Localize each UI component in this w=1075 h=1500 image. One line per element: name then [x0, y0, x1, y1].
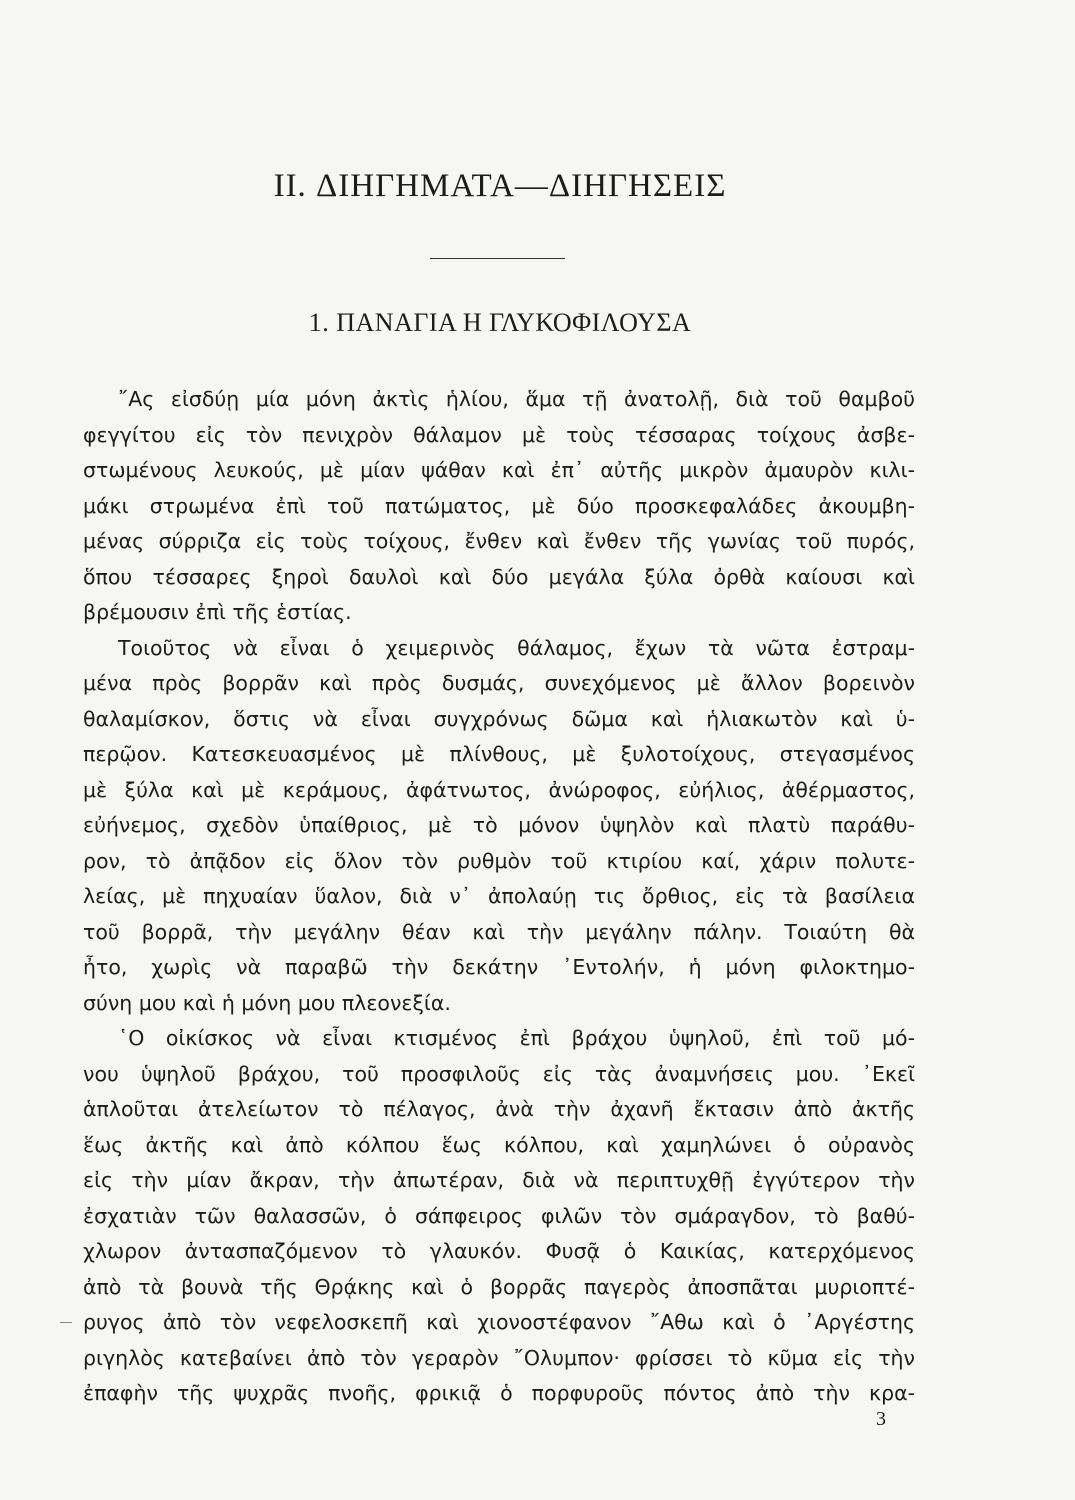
text-line: ὅπου τέσσαρες ξηροὶ δαυλοὶ καὶ δύο μεγάλα ξύλα ὀρθὰ καίουσι καὶ [83, 564, 915, 589]
text-line: ριγηλὸς κατεβαίνει ἀπὸ τὸν γεραρὸν ῎Ολυμπον· φρίσσει τὸ κῦμα εἰς τὴν [83, 1345, 915, 1370]
text-line: περῷον. Κατεσκευασμένος μὲ πλίνθους, μὲ ξυλοτοίχους, στεγασμένος [83, 742, 915, 766]
margin-mark [60, 1322, 72, 1323]
text-line: ρυγος ἀπὸ τὸν νεφελοσκεπῆ καὶ χιονοστέφανον ῎Αθω καὶ ὁ ᾿Αργέστης [83, 1310, 915, 1334]
text-line: ἐσχατιὰν τῶν θαλασσῶν, ὁ σάπφειρος φιλῶν τὸν σμάραγδον, τὸ βαθύ- [83, 1203, 915, 1228]
text-line: σύνη μου καὶ ἡ μόνη μου πλεονεξία. [83, 990, 451, 1015]
text-line: Τοιοῦτος νὰ εἶναι ὁ χειμερινὸς θάλαμος, ἔχων τὰ νῶτα ἐστραμ- [118, 635, 915, 660]
page-number: 3 [876, 1408, 886, 1430]
text-line: ῾Ο οἰκίσκος νὰ εἶναι κτισμένος ἐπὶ βράχου ὑψηλοῦ, ἐπὶ τοῦ μό- [118, 1026, 915, 1050]
text-line: λείας, μὲ πηχυαίαν ὕαλον, διὰ ν᾽ ἀπολαύῃ τις ὄρθιος, εἰς τὰ βασίλεια [83, 884, 915, 908]
text-line: μένα πρὸς βορρᾶν καὶ πρὸς δυσμάς, συνεχόμενος μὲ ἄλλον βορεινὸν [83, 671, 915, 695]
text-line: μὲ ξύλα καὶ μὲ κεράμους, ἀφάτνωτος, ἀνώροφος, εὐήλιος, ἀθέρμαστος, [83, 777, 915, 802]
text-line: ἦτο, χωρὶς νὰ παραβῶ τὴν δεκάτην ᾿Εντολήν, ἡ μόνη φιλοκτημο- [83, 955, 915, 979]
text-line: χλωρον ἀντασπαζόμενον τὸ γλαυκόν. Φυσᾷ ὁ Καικίας, κατερχόμενος [83, 1239, 915, 1263]
text-line: ῎Ας εἰσδύῃ μία μόνη ἀκτὶς ἡλίου, ἅμα τῇ ἀνατολῇ, διὰ τοῦ θαμβοῦ [118, 387, 915, 411]
text-line: ἀπὸ τὰ βουνὰ τῆς Θρᾴκης καὶ ὁ βορρᾶς παγερὸς ἀποσπᾶται μυριοπτέ- [83, 1274, 915, 1299]
text-line: ἁπλοῦται ἀτελείωτον τὸ πέλαγος, ἀνὰ τὴν ἀχανῆ ἔκτασιν ἀπὸ ἀκτῆς [83, 1097, 915, 1121]
text-line: εὐήνεμος, σχεδὸν ὑπαίθριος, μὲ τὸ μόνον ὑψηλὸν καὶ πλατὺ παράθυ- [83, 813, 915, 837]
chapter-title: 1. ΠΑΝΑΓΙΑ Η ΓΛΥΚΟΦΙΛΟΥΣΑ [308, 308, 692, 337]
text-line: βρέμουσιν ἐπὶ τῆς ἑστίας. [83, 600, 352, 624]
text-line: ἐπαφὴν τῆς ψυχρᾶς πνοῆς, φρικιᾷ ὁ πορφυροῦς πόντος ἀπὸ τὴν κρα- [83, 1381, 915, 1405]
text-line: ἕως ἀκτῆς καὶ ἀπὸ κόλπου ἕως κόλπου, καὶ χαμηλώνει ὁ οὐρανὸς [83, 1132, 915, 1157]
text-line: μένας σύρριζα εἰς τοὺς τοίχους, ἔνθεν καὶ ἔνθεν τῆς γωνίας τοῦ πυρός, [83, 529, 915, 553]
title-divider [430, 258, 565, 259]
text-line: φεγγίτου εἰς τὸν πενιχρὸν θάλαμον μὲ τοὺς τέσσαρας τοίχους ἀσβε- [83, 422, 915, 447]
text-line: ρον, τὸ ἀπᾷδον εἰς ὅλον τὸν ρυθμὸν τοῦ κτιρίου καί, χάριν πολυτε- [83, 848, 915, 873]
text-line: εἰς τὴν μίαν ἄκραν, τὴν ἀπωτέραν, διὰ νὰ περιπτυχθῇ ἐγγύτερον τὴν [83, 1168, 915, 1192]
text-line: στωμένους λευκούς, μὲ μίαν ψάθαν καὶ ἐπ᾽ αὐτῆς μικρὸν ἀμαυρὸν κιλι- [83, 458, 915, 482]
text-line: μάκι στρωμένα ἐπὶ τοῦ πατώματος, μὲ δύο προσκεφαλάδες ἀκουμβη- [83, 493, 915, 518]
body-text [83, 382, 915, 1412]
text-line: θαλαμίσκον, ὅστις νὰ εἶναι συγχρόνως δῶμα καὶ ἡλιακωτὸν καὶ ὑ- [83, 706, 915, 731]
text-line: νου ὑψηλοῦ βράχου, τοῦ προσφιλοῦς εἰς τὰς ἀναμνήσεις μου. ᾿Εκεῖ [83, 1061, 915, 1086]
section-title: II. ΔΙΗΓΗΜΑΤΑ—ΔΙΗΓΗΣΕΙΣ [273, 168, 727, 204]
text-line: τοῦ βορρᾶ, τὴν μεγάλην θέαν καὶ τὴν μεγάλην πάλην. Τοιαύτη θὰ [83, 919, 915, 944]
